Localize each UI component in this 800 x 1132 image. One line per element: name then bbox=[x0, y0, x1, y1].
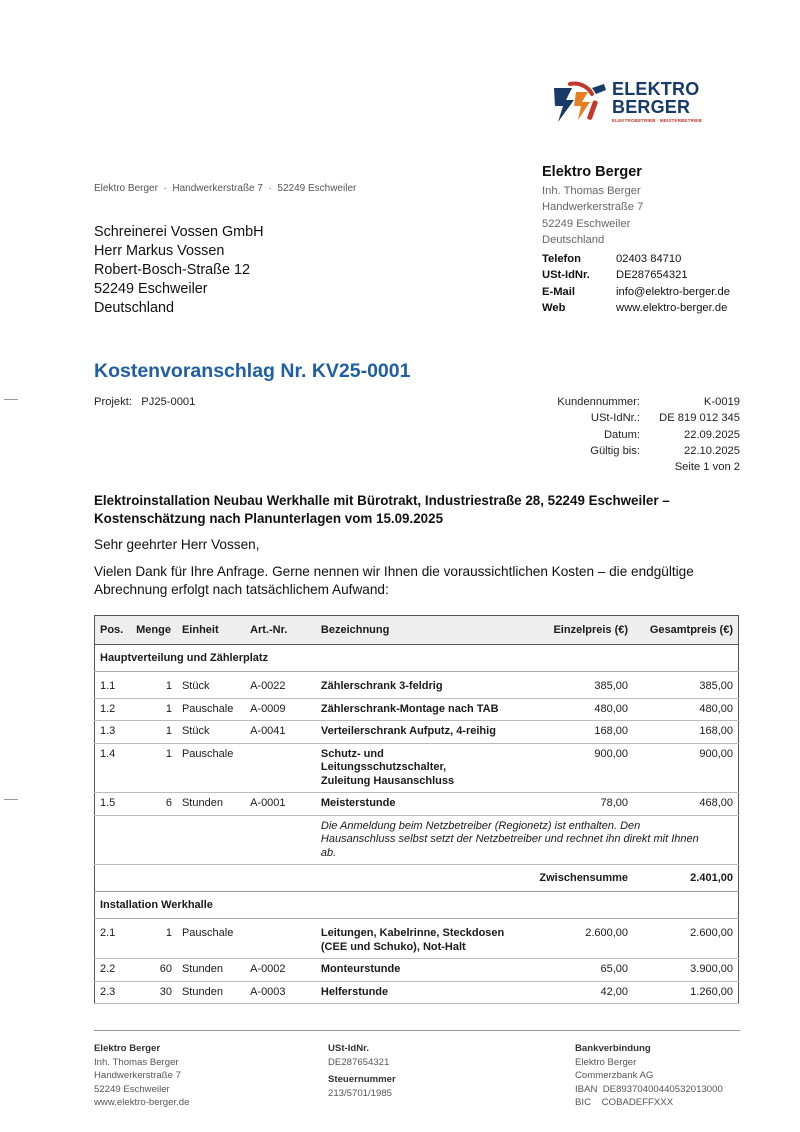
footer-website: www.elektro-berger.de bbox=[94, 1097, 190, 1109]
cell-unit-price: 385,00 bbox=[534, 676, 633, 698]
contact-value: info@elektro-berger.de bbox=[616, 285, 730, 298]
meta-label: Gültig bis: bbox=[590, 444, 640, 457]
cell-art: A-0022 bbox=[245, 676, 316, 698]
cell-desc: Zählerschrank-Montage nach TAB bbox=[316, 698, 535, 721]
footer-taxno-value: 213/5701/1985 bbox=[328, 1087, 393, 1099]
footer-bank-label: Bankverbindung bbox=[575, 1043, 651, 1054]
cell-pos: 1.4 bbox=[95, 743, 132, 793]
project-reference bbox=[94, 396, 195, 408]
cell-art: A-0002 bbox=[245, 959, 316, 982]
cell-unit-price: 900,00 bbox=[534, 743, 633, 793]
subject-line: Elektroinstallation Neubau Werkhalle mit Bürotrakt, Industriestraße 28, 52249 Eschweiler – Kostenschätzung nach Planunterlagen vom 15.09.2025 bbox=[94, 493, 670, 526]
contact-label: Web bbox=[542, 302, 566, 315]
company-city: 52249 Eschweiler bbox=[542, 217, 631, 230]
footer-company bbox=[94, 1042, 189, 1110]
page-number: Seite 1 von 2 bbox=[674, 461, 740, 474]
meta-label: USt-IdNr.: bbox=[590, 412, 640, 425]
cell-qty: 30 bbox=[131, 981, 177, 1004]
section-title: Hauptverteilung und Zählerplatz bbox=[95, 645, 739, 672]
contact-value: www.elektro-berger.de bbox=[616, 302, 728, 315]
contact-row-vat bbox=[542, 267, 752, 283]
cell-desc: Schutz- und Leitungsschutzschalter, Zuleitung Hausanschluss bbox=[316, 743, 535, 793]
section-title: Installation Werkhalle bbox=[95, 892, 739, 919]
table-header-row bbox=[95, 616, 739, 645]
cell-desc: Zählerschrank 3-feldrig bbox=[316, 676, 535, 698]
logo-tagline: ELEKTROBETRIEB · MEISTERBETRIEB bbox=[612, 118, 702, 123]
cell-art: A-0041 bbox=[245, 721, 316, 744]
fold-mark-top bbox=[4, 399, 18, 400]
section-header-row bbox=[95, 645, 739, 672]
contact-value: DE287654321 bbox=[616, 269, 688, 282]
table-row bbox=[95, 743, 739, 793]
col-header-desc: Bezeichnung bbox=[316, 616, 535, 645]
cell-unit: Pauschale bbox=[177, 698, 245, 721]
cell-desc: Verteilerschrank Aufputz, 4-reihig bbox=[316, 721, 535, 744]
document-meta bbox=[520, 394, 740, 475]
footer-owner: Inh. Thomas Berger bbox=[94, 1056, 179, 1068]
document-title: Kostenvoranschlag Nr. KV25-0001 bbox=[94, 360, 411, 382]
company-info bbox=[542, 164, 752, 316]
cell-unit: Pauschale bbox=[177, 743, 245, 793]
table-row bbox=[95, 698, 739, 721]
table-row bbox=[95, 959, 739, 982]
footer-bank bbox=[575, 1042, 723, 1110]
cell-pos: 1.3 bbox=[95, 721, 132, 744]
cell-unit: Stunden bbox=[177, 981, 245, 1004]
meta-row bbox=[520, 394, 740, 410]
bic-label: BIC bbox=[575, 1097, 591, 1109]
contact-value: 02403 84710 bbox=[616, 253, 682, 266]
line-items-table bbox=[94, 615, 739, 1004]
cell-unit-price: 480,00 bbox=[534, 698, 633, 721]
meta-row bbox=[520, 427, 740, 443]
cell-total: 1.260,00 bbox=[633, 981, 738, 1004]
footer-taxno-label: Steuernummer bbox=[328, 1074, 396, 1086]
cell-total: 168,00 bbox=[633, 721, 738, 744]
footer-company-name: Elektro Berger bbox=[94, 1043, 161, 1054]
cell-unit-price: 168,00 bbox=[534, 721, 633, 744]
meta-row bbox=[520, 410, 740, 426]
meta-value: 22.09.2025 bbox=[684, 428, 740, 441]
subtotal-value: 2.401,00 bbox=[633, 865, 738, 892]
sender-return-line: Elektro Berger · Handwerkerstraße 7 · 52249 Eschweiler bbox=[94, 183, 357, 194]
contact-row-email bbox=[542, 284, 752, 300]
fold-mark-bottom bbox=[4, 799, 18, 800]
col-header-unit: Einheit bbox=[177, 616, 245, 645]
contact-label: USt-IdNr. bbox=[542, 269, 590, 282]
bic-value: COBADEFFXXX bbox=[601, 1097, 674, 1109]
meta-label: Datum: bbox=[603, 428, 640, 441]
meta-row bbox=[520, 443, 740, 459]
cell-unit-price: 65,00 bbox=[534, 959, 633, 982]
table-row bbox=[95, 981, 739, 1004]
cell-pos: 2.3 bbox=[95, 981, 132, 1004]
cell-qty: 6 bbox=[131, 793, 177, 816]
col-header-qty: Menge bbox=[131, 616, 177, 645]
footer-tax bbox=[328, 1042, 396, 1100]
recipient-line: 52249 Eschweiler bbox=[94, 281, 208, 297]
recipient-line: Herr Markus Vossen bbox=[94, 243, 225, 259]
cell-total: 468,00 bbox=[633, 793, 738, 816]
section-header-row bbox=[95, 892, 739, 919]
cell-qty: 1 bbox=[131, 676, 177, 698]
cell-desc: Monteurstunde bbox=[316, 959, 535, 982]
cell-unit: Pauschale bbox=[177, 923, 245, 959]
company-name: Elektro Berger bbox=[542, 164, 642, 180]
cell-desc: Meisterstunde bbox=[316, 793, 535, 816]
footer-bic bbox=[575, 1096, 723, 1110]
cell-unit: Stunden bbox=[177, 959, 245, 982]
col-header-art: Art.-Nr. bbox=[245, 616, 316, 645]
company-logo bbox=[548, 78, 708, 126]
company-owner: Inh. Thomas Berger bbox=[542, 185, 641, 197]
table-row bbox=[95, 793, 739, 816]
cell-pos: 1.5 bbox=[95, 793, 132, 816]
company-country: Deutschland bbox=[542, 233, 605, 246]
cell-pos: 1.2 bbox=[95, 698, 132, 721]
cell-total: 480,00 bbox=[633, 698, 738, 721]
cell-desc: Leitungen, Kabelrinne, Steckdosen (CEE und Schuko), Not-Halt bbox=[316, 923, 535, 959]
salutation: Sehr geehrter Herr Vossen, bbox=[94, 537, 260, 552]
note-row bbox=[95, 815, 739, 865]
project-label: Projekt: bbox=[94, 396, 132, 408]
recipient-line: Schreinerei Vossen GmbH bbox=[94, 224, 264, 240]
cell-qty: 1 bbox=[131, 698, 177, 721]
footer-bank-holder: Elektro Berger bbox=[575, 1056, 637, 1068]
cell-total: 2.600,00 bbox=[633, 923, 738, 959]
cell-art bbox=[245, 923, 316, 959]
contact-label: Telefon bbox=[542, 253, 581, 266]
recipient-line: Robert-Bosch-Straße 12 bbox=[94, 262, 250, 278]
table-row bbox=[95, 923, 739, 959]
cell-desc: Helferstunde bbox=[316, 981, 535, 1004]
cell-unit: Stunden bbox=[177, 793, 245, 816]
company-street: Handwerkerstraße 7 bbox=[542, 201, 644, 214]
cell-total: 900,00 bbox=[633, 743, 738, 793]
page-info bbox=[520, 459, 740, 475]
iban-label: IBAN bbox=[575, 1083, 598, 1095]
cell-pos: 1.1 bbox=[95, 676, 132, 698]
intro-text: Vielen Dank für Ihre Anfrage. Gerne nennen wir Ihnen die voraussichtlichen Kosten – die endgültige Abrechnung erfolgt nach tatsächlichem Aufwand: bbox=[94, 564, 694, 597]
contact-row-web bbox=[542, 300, 752, 316]
cell-qty: 1 bbox=[131, 721, 177, 744]
footer-iban bbox=[575, 1083, 723, 1097]
cell-unit-price: 42,00 bbox=[534, 981, 633, 1004]
subtotal-label: Zwischensumme bbox=[534, 865, 633, 892]
meta-value: 22.10.2025 bbox=[684, 444, 740, 457]
iban-value: DE89370400440532013000 bbox=[602, 1083, 723, 1095]
cell-art: A-0009 bbox=[245, 698, 316, 721]
cell-qty: 1 bbox=[131, 743, 177, 793]
cell-pos: 2.2 bbox=[95, 959, 132, 982]
recipient-line: Deutschland bbox=[94, 300, 174, 316]
cell-unit-price: 78,00 bbox=[534, 793, 633, 816]
contact-row-phone bbox=[542, 251, 752, 267]
project-value: PJ25-0001 bbox=[141, 396, 196, 408]
cell-unit: Stück bbox=[177, 721, 245, 744]
cell-unit: Stück bbox=[177, 676, 245, 698]
col-header-pos: Pos. bbox=[95, 616, 132, 645]
cell-art bbox=[245, 743, 316, 793]
cell-pos: 2.1 bbox=[95, 923, 132, 959]
footer-bank-name: Commerzbank AG bbox=[575, 1070, 654, 1082]
cell-art: A-0003 bbox=[245, 981, 316, 1004]
logo-word-2: BERGER bbox=[612, 97, 691, 117]
table-row bbox=[95, 676, 739, 698]
lightning-tools-icon bbox=[548, 78, 612, 126]
meta-value: K-0019 bbox=[703, 396, 740, 408]
footer-city: 52249 Eschweiler bbox=[94, 1083, 170, 1095]
cell-total: 3.900,00 bbox=[633, 959, 738, 982]
footer-vat-value: DE287654321 bbox=[328, 1056, 390, 1068]
meta-label: Kundennummer: bbox=[557, 396, 640, 408]
section-note: Die Anmeldung beim Netzbetreiber (Regionetz) ist enthalten. Den Hausanschluss selbst setzt der Netzbetreiber und rechnet ihn direkt mit Ihnen ab. bbox=[316, 815, 739, 865]
cell-qty: 1 bbox=[131, 923, 177, 959]
footer-street: Handwerkerstraße 7 bbox=[94, 1070, 181, 1082]
cell-art: A-0001 bbox=[245, 793, 316, 816]
cell-total: 385,00 bbox=[633, 676, 738, 698]
col-header-total: Gesamtpreis (€) bbox=[633, 616, 738, 645]
subtotal-row bbox=[95, 865, 739, 892]
table-row bbox=[95, 721, 739, 744]
logo-word-1: ELEKTRO bbox=[612, 79, 700, 99]
footer-vat-label: USt-IdNr. bbox=[328, 1043, 370, 1054]
footer-divider bbox=[94, 1030, 740, 1031]
contact-label: E-Mail bbox=[542, 285, 575, 298]
cell-unit-price: 2.600,00 bbox=[534, 923, 633, 959]
recipient-address bbox=[94, 223, 264, 318]
meta-value: DE 819 012 345 bbox=[659, 412, 740, 425]
col-header-unit-price: Einzelpreis (€) bbox=[534, 616, 633, 645]
cell-qty: 60 bbox=[131, 959, 177, 982]
